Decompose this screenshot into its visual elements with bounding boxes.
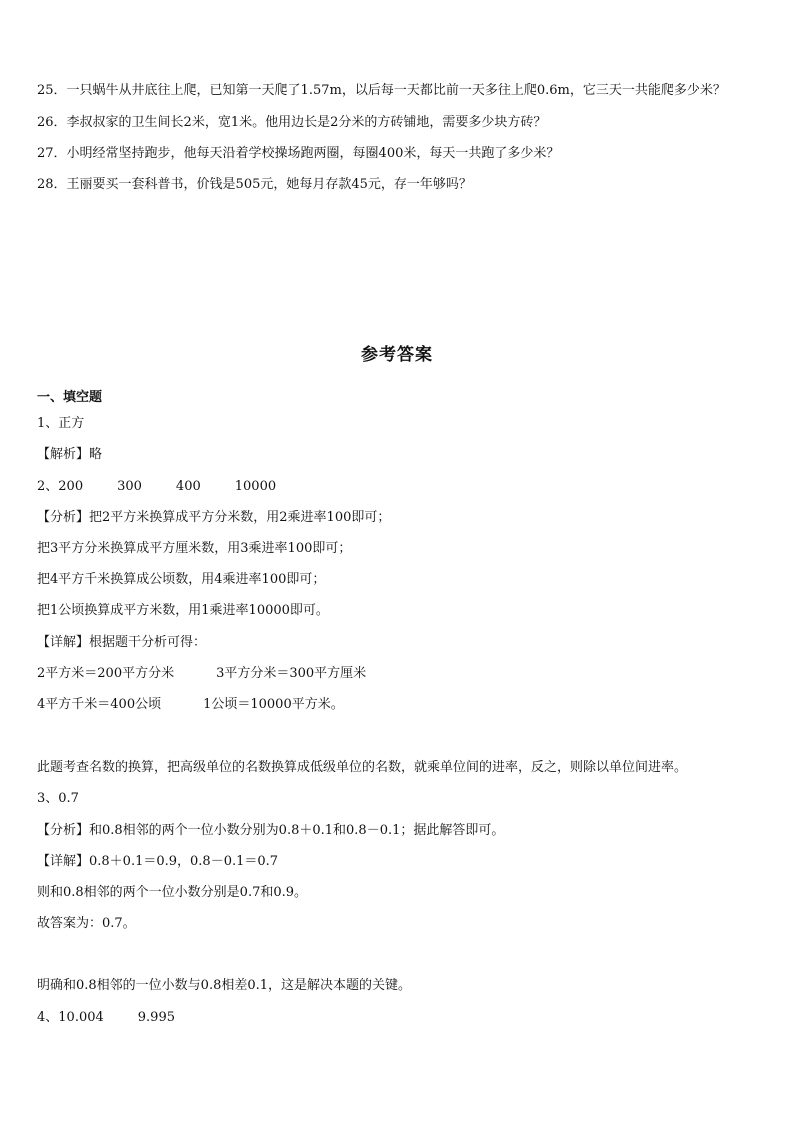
answer-4-value-1: 4、10.004 — [37, 1010, 104, 1025]
answer-4-value-2: 9.995 — [137, 1010, 175, 1025]
answer-3-detail: 【详解】0.8＋0.1＝0.9，0.8－0.1＝0.7 — [37, 854, 279, 869]
section-heading-fill-blank: 一、填空题 — [37, 390, 103, 405]
answers-title: 参考答案 — [361, 345, 433, 365]
answer-2-analysis-3: 把4平方千米换算成公顷数，用4乘进率100即可； — [37, 572, 326, 587]
answer-3-summary: 明确和0.8相邻的一位小数与0.8相差0.1，这是解决本题的关键。 — [37, 978, 412, 993]
answer-2-value-1: 2、200 — [37, 479, 84, 494]
answer-2-equation-1: 2平方米＝200平方分米 — [37, 666, 175, 681]
answer-2 — [37, 479, 276, 495]
answer-1: 1、正方 — [37, 416, 85, 431]
answer-3-analysis: 【分析】和0.8相邻的两个一位小数分别为0.8＋0.1和0.8－0.1；据此解答即可。 — [37, 823, 505, 838]
answer-2-equation-2: 3平方分米＝300平方厘米 — [216, 666, 367, 681]
answer-2-analysis-1: 【分析】把2平方米换算成平方分米数，用2乘进率100即可； — [37, 510, 391, 525]
answer-2-equations-row-2 — [37, 697, 344, 713]
answer-4 — [37, 1010, 175, 1026]
answer-3: 3、0.7 — [37, 791, 79, 806]
answer-2-equation-3: 4平方千米＝400公顷 — [37, 697, 162, 712]
answer-2-summary: 此题考查名数的换算，把高级单位的名数换算成低级单位的名数，就乘单位间的进率，反之，则除以单位间进率。 — [37, 760, 688, 775]
answer-2-analysis-4: 把1公顷换算成平方米数，用1乘进率10000即可。 — [37, 603, 329, 618]
answer-2-equations-row-1 — [37, 666, 366, 682]
answer-2-value-3: 400 — [175, 479, 201, 494]
question-27: 27．小明经常坚持跑步，他每天沿着学校操场跑两圈，每圈400米，每天一共跑了多少米？ — [37, 146, 560, 161]
answer-3-final: 故答案为：0.7。 — [37, 916, 136, 931]
question-28: 28．王丽要买一套科普书，价钱是505元，她每月存款45元，存一年够吗？ — [37, 177, 472, 192]
answer-3-then: 则和0.8相邻的两个一位小数分别是0.7和0.9。 — [37, 885, 308, 900]
answer-2-analysis-2: 把3平方分米换算成平方厘米数，用3乘进率100即可； — [37, 541, 352, 556]
question-25: 25．一只蜗牛从井底往上爬，已知第一天爬了1.57m，以后每一天都比前一天多往上爬0.6m，它三天一共能爬多少米？ — [37, 83, 726, 98]
question-26: 26．李叔叔家的卫生间长2米，宽1米。他用边长是2分米的方砖铺地，需要多少块方砖？ — [37, 115, 547, 130]
answer-1-analysis: 【解析】略 — [37, 447, 103, 462]
answer-2-equation-4: 1公顷＝10000平方米。 — [203, 697, 344, 712]
answer-2-value-2: 300 — [117, 479, 142, 494]
answer-2-value-4: 10000 — [234, 479, 277, 494]
answer-2-detail: 【详解】根据题干分析可得： — [37, 635, 207, 650]
